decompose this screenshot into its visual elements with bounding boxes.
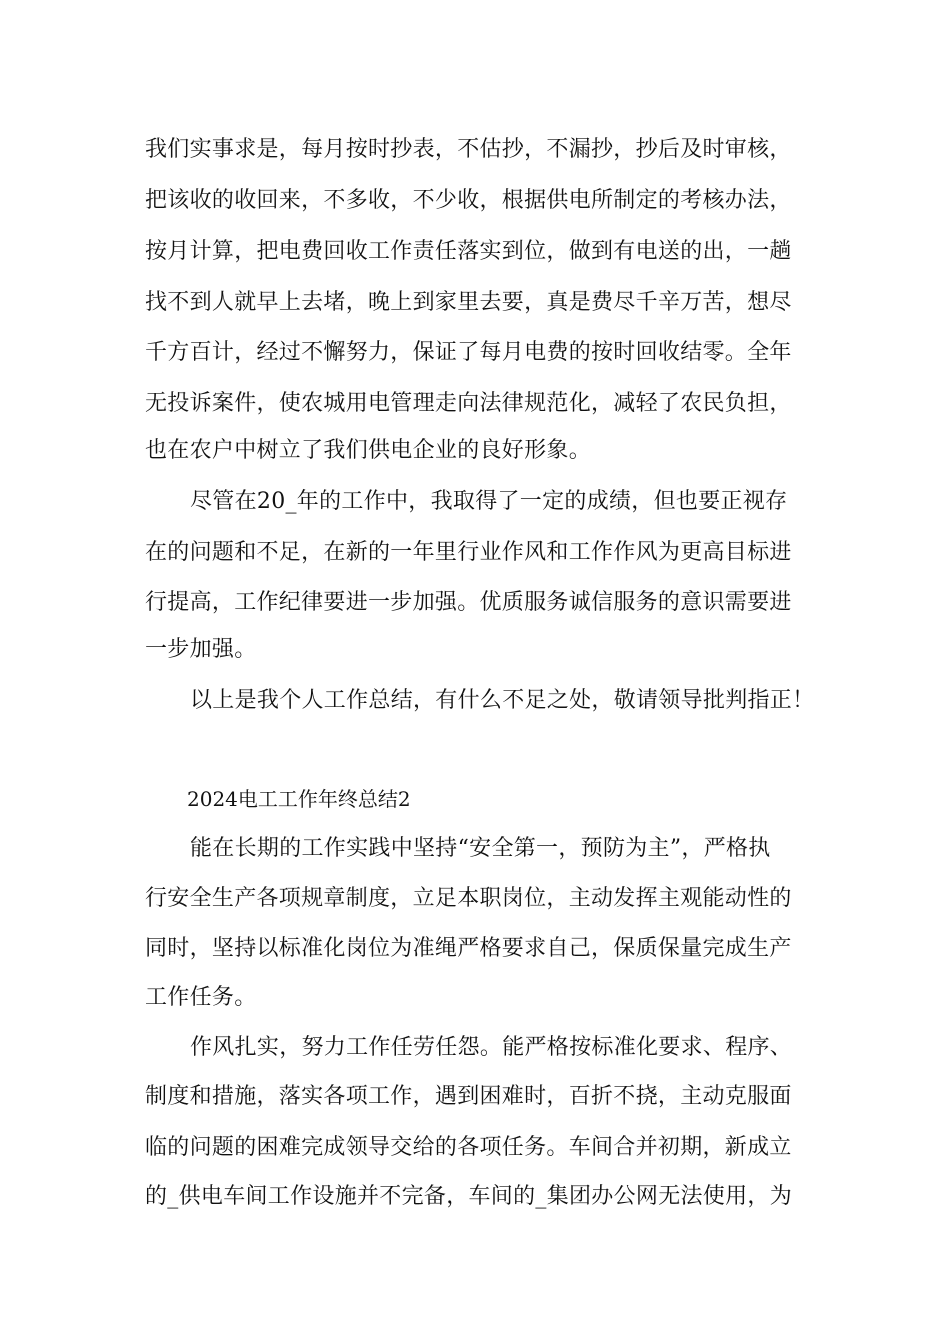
paragraph-line: 也在农户中树立了我们供电企业的良好形象。 xyxy=(145,438,592,463)
paragraph-line: 千方百计，经过不懈努力，保证了每月电费的按时回收结零。全年 xyxy=(145,340,792,365)
paragraph-line: 在的问题和不足，在新的一年里行业作风和工作作风为更高目标进 xyxy=(145,540,792,565)
paragraph-line: 找不到人就早上去堵，晚上到家里去要，真是费尽千辛万苦，想尽 xyxy=(145,290,792,315)
paragraph-line: 按月计算，把电费回收工作责任落实到位，做到有电送的出，一趟 xyxy=(145,239,792,264)
paragraph-line: 临的问题的困难完成领导交给的各项任务。车间合并初期，新成立 xyxy=(145,1135,792,1160)
paragraph-line: 以上是我个人工作总结，有什么不足之处，敬请领导批判指正！ xyxy=(190,688,815,713)
section-heading: 2024电工工作年终总结2 xyxy=(187,787,411,811)
paragraph-line: 同时，坚持以标准化岗位为准绳严格要求自己，保质保量完成生产 xyxy=(145,936,792,961)
paragraph-line: 作风扎实，努力工作任劳任怨。能严格按标准化要求、程序、 xyxy=(190,1035,793,1060)
paragraph-line: 无投诉案件，使农城用电管理走向法律规范化，减轻了农民负担， xyxy=(145,391,792,416)
paragraph-line: 制度和措施，落实各项工作，遇到困难时，百折不挠，主动克服面 xyxy=(145,1084,792,1109)
paragraph-line: 把该收的收回来，不多收，不少收，根据供电所制定的考核办法， xyxy=(145,188,792,213)
paragraph-line: 我们实事求是，每月按时抄表，不估抄，不漏抄，抄后及时审核， xyxy=(145,137,792,162)
paragraph-line: 的_供电车间工作设施并不完备，车间的_集团办公网无法使用，为 xyxy=(145,1184,793,1209)
paragraph-line: 行安全生产各项规章制度，立足本职岗位，主动发挥主观能动性的 xyxy=(145,886,792,911)
paragraph-line: 能在长期的工作实践中坚持“安全第一，预防为主”，严格执 xyxy=(190,836,771,861)
paragraph-line: 尽管在20_年的工作中，我取得了一定的成绩，但也要正视存 xyxy=(190,489,788,514)
paragraph-line: 行提高，工作纪律要进一步加强。优质服务诚信服务的意识需要进 xyxy=(145,590,792,615)
paragraph-line: 工作任务。 xyxy=(145,985,257,1010)
paragraph-line: 一步加强。 xyxy=(145,637,257,662)
